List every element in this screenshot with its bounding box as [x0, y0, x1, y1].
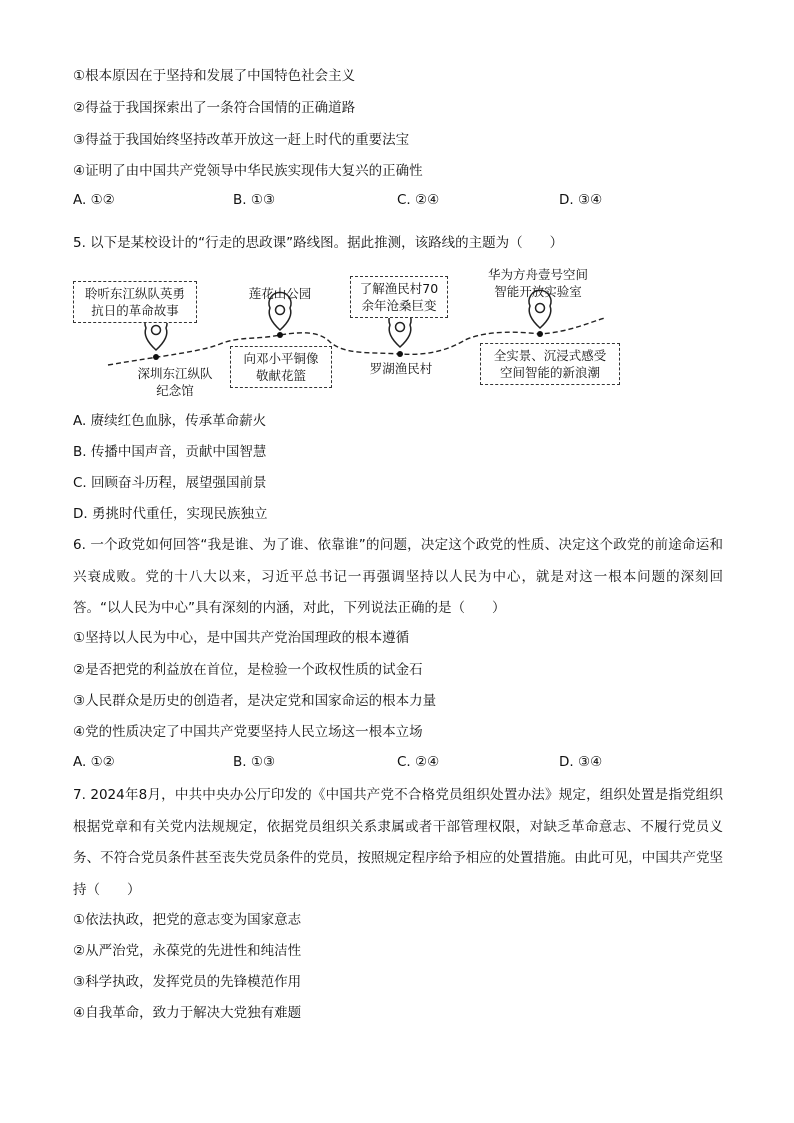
stop4-line1: 华为方舟壹号空间	[487, 267, 588, 282]
box1-line1: 聆听东江纵队英勇	[84, 286, 185, 301]
box4-line2: 空间智能的新浪潮	[499, 365, 600, 380]
q6-options	[73, 754, 633, 774]
q5-option-c[interactable]: C. 回顾奋斗历程，展望强国前景	[73, 475, 267, 491]
q6-option-a[interactable]: A. ①②	[73, 754, 115, 770]
box2-line2: 敬献花篮	[255, 368, 306, 383]
q7-statement-3: ③科学执政，发挥党员的先锋模范作用	[73, 974, 302, 990]
q4-statement-3: ③得益于我国始终坚持改革开放这一赶上时代的重要法宝	[73, 132, 410, 148]
route-path-svg	[0, 0, 794, 400]
q7-statement-4: ④自我革命，致力于解决大党独有难题	[73, 1005, 302, 1021]
stop-深圳东江纵队纪念馆	[125, 365, 225, 399]
box4-line1: 全实景、沉浸式感受	[493, 348, 607, 363]
box3-line2: 余年沧桑巨变	[361, 298, 437, 313]
stop1-line2: 纪念馆	[156, 383, 194, 398]
q6-statement-1: ①坚持以人民为中心，是中国共产党治国理政的根本遵循	[73, 630, 410, 646]
q7-stem: 7. 2024年8月，中共中央办公厅印发的《中国共产党不合格党员组织处置办法》规定，组织处置是指党组织根据党章和有关党内法规规定，依据党员组织关系隶属或者干部管理权限，对缺乏革命意志、不履行党员义务、不符合党员条件甚至丧失党员条件的党员，按照规定程序给予相应的处置措施。由此可见，中国共产党坚持（ ）	[73, 787, 723, 898]
q6-stem: 6. 一个政党如何回答“我是谁、为了谁、依靠谁”的问题，决定这个政党的性质、决定这个政党的前途命运和兴衰成败。党的十八大以来，习近平总书记一再强调坚持以人民为中心，就是对这一根本问题的深刻回答。“以人民为中心”具有深刻的内涵，对此，下列说法正确的是（ ）	[73, 537, 723, 616]
q6-statement-2: ②是否把党的利益放在首位，是检验一个政权性质的试金石	[73, 662, 423, 678]
box3-line1: 了解渔民村70	[359, 281, 439, 296]
q4-option-c[interactable]: C. ②④	[397, 192, 440, 208]
q5-stem: 5. 以下是某校设计的“行走的思政课”路线图。据此推测，该路线的主题为（ ）	[73, 235, 564, 251]
q4-option-d[interactable]: D. ③④	[559, 192, 603, 208]
q4-statement-2: ②得益于我国探索出了一条符合国情的正确道路	[73, 100, 356, 116]
q6-option-d[interactable]: D. ③④	[559, 754, 603, 770]
q4-option-b[interactable]: B. ①③	[233, 192, 276, 208]
box-渔民村变迁	[350, 276, 448, 318]
stop4-line2: 智能开放实验室	[494, 284, 582, 299]
stop1-line1: 深圳东江纵队	[137, 366, 213, 381]
box-空间智能	[480, 343, 620, 385]
q4-statement-4: ④证明了由中国共产党领导中华民族实现伟大复兴的正确性	[73, 163, 423, 179]
stop-莲花山公园: 莲花山公园	[248, 286, 312, 301]
stop-华为方舟壹号空间	[470, 266, 606, 300]
q6-statement-4: ④党的性质决定了中国共产党要坚持人民立场这一根本立场	[73, 724, 423, 740]
box1-line2: 抗日的革命故事	[91, 303, 179, 318]
box-邓小平铜像	[230, 346, 332, 388]
q5-option-b[interactable]: B. 传播中国声音，贡献中国智慧	[73, 444, 267, 460]
box2-line1: 向邓小平铜像	[243, 351, 319, 366]
q4-statement-1: ①根本原因在于坚持和发展了中国特色社会主义	[73, 68, 356, 84]
q6-statement-3: ③人民群众是历史的创造者，是决定党和国家命运的根本力量	[73, 693, 437, 709]
stop-罗湖渔民村: 罗湖渔民村	[369, 361, 433, 376]
q7-statement-1: ①依法执政，把党的意志变为国家意志	[73, 912, 302, 928]
q5-option-d[interactable]: D. 勇挑时代重任，实现民族独立	[73, 506, 268, 522]
q4-option-a[interactable]: A. ①②	[73, 192, 115, 208]
q6-option-b[interactable]: B. ①③	[233, 754, 276, 770]
q6-option-c[interactable]: C. ②④	[397, 754, 440, 770]
q5-option-a[interactable]: A. 赓续红色血脉，传承革命薪火	[73, 413, 267, 429]
box-东江纵队-story	[73, 281, 197, 323]
q7-statement-2: ②从严治党，永葆党的先进性和纯洁性	[73, 943, 302, 959]
